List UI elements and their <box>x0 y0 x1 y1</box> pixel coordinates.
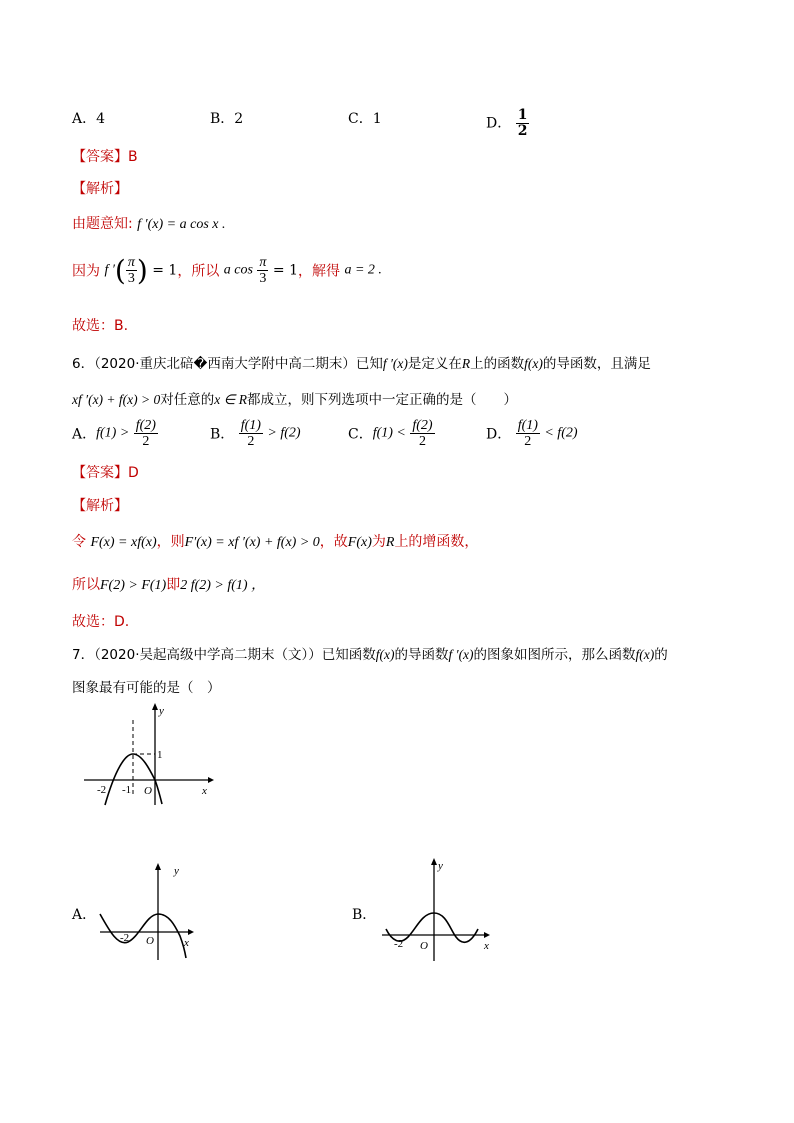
q6-sol2-m1: F(2) > F(1) <box>100 578 167 593</box>
q6-header-fx: f(x) <box>524 356 543 371</box>
q6-header-text: 6．（2020·重庆北碚�西南大学附中高二期末）已知 <box>72 356 383 372</box>
q6-sol1-is: 为 <box>371 534 386 550</box>
q7-graph-x-label: x <box>202 785 207 797</box>
q5-option-d-label: D． <box>486 115 512 132</box>
q6-opt-a-den: 2 <box>142 434 150 449</box>
q5-line2-fraction2 <box>257 255 268 286</box>
q5-line2-three: 3 <box>127 271 135 286</box>
q7-header-end: 的 <box>654 647 668 663</box>
q6-analysis-label: 【解析】 <box>72 498 128 514</box>
q7-header-mid: 的导函数 <box>394 647 449 663</box>
q6-opt-d-num: f(1) <box>517 418 538 433</box>
q7-graph-x-arrow <box>208 777 214 783</box>
q5-line2-rparen: ) <box>136 254 148 287</box>
q5-line2-acos: a cos <box>223 262 253 278</box>
q7-a-y-label: y <box>174 865 179 877</box>
q7-b-x-label: x <box>484 940 489 952</box>
q5-line1-math: f ′(x) = a cos x . <box>137 217 226 232</box>
q5-line2-so: ，所以 <box>177 263 220 280</box>
q6-sol1-end: 上的增函数， <box>394 534 479 550</box>
q6-sol2-ji: 即 <box>166 577 181 593</box>
q7-b-x-arrow <box>484 932 490 938</box>
q7-option-a-label: A． <box>72 907 97 923</box>
q6-opt-a-label: A． <box>72 426 97 443</box>
q5-line2-pi2: π <box>259 255 267 270</box>
q5-option-c: C．1 <box>348 111 382 127</box>
q6-opt-b-label: B． <box>210 426 235 443</box>
q5-analysis-label: 【解析】 <box>72 181 128 197</box>
q6-line2-text: 对任意的 <box>160 392 215 408</box>
q6-opt-d-rhs: < f(2) <box>544 425 578 441</box>
q6-sol1-m2: F′(x) = xf ′(x) + f(x) > 0 <box>184 535 320 550</box>
q7-b-y-arrow <box>431 858 437 865</box>
q5-option-d <box>486 108 529 139</box>
q6-answer-label: 【答案】 <box>72 465 128 481</box>
q6-opt-d-label: D． <box>486 426 512 443</box>
q7-option-b-label: B． <box>352 907 377 923</box>
q6-option-c <box>348 418 435 449</box>
q5-line2-eq2: = 1 <box>272 262 298 279</box>
q7-header-fx2: f(x) <box>635 647 655 662</box>
q7-a-m2-label: -2 <box>120 932 130 944</box>
q7-option-b-graph <box>378 855 498 965</box>
q7-graph-o-label: O <box>144 785 152 797</box>
q5-line2-prefix: 因为 <box>72 263 100 280</box>
q6-option-a <box>72 418 158 449</box>
q6-sol1-R: R <box>385 535 395 550</box>
q7-b-y-label: y <box>438 860 443 872</box>
q7-graph-m1-label: -1 <box>122 784 132 796</box>
q6-answer <box>72 462 139 482</box>
q5-line2-lparen: ( <box>114 254 126 287</box>
q5-option-d-den: 2 <box>517 123 528 139</box>
q6-opt-c-den: 2 <box>418 434 426 449</box>
q7-option-a-graph <box>96 860 206 965</box>
q6-header-R: R <box>461 356 471 371</box>
q7-graph-m2-label: -2 <box>97 784 107 796</box>
q5-answer-value: B <box>128 149 138 165</box>
q6-header-mid: 是定义在 <box>407 356 462 372</box>
q7-header-mid2: 的图象如图所示，那么函数 <box>473 647 636 663</box>
q6-sol2-prefix: 所以 <box>72 577 100 593</box>
q5-line2-f: f ′ <box>104 262 115 278</box>
q6-sol1-m3: F(x) <box>347 535 372 550</box>
q6-opt-a-lhs: f(1) > <box>96 425 130 441</box>
q7-a-o-label: O <box>146 935 154 947</box>
q6-answer-value: D <box>128 465 139 481</box>
q5-answer-label: 【答案】 <box>72 149 128 165</box>
q5-line1-prefix: 由题意知: <box>72 216 133 232</box>
q6-line2-text2: 都成立，则下列选项中一定正确的是（ ） <box>247 392 518 408</box>
q6-sol1-m1: F(x) = xf(x) <box>90 535 157 550</box>
q7-header-fx: f(x) <box>375 647 395 662</box>
q7-graph-y-label: y <box>159 705 164 717</box>
q5-answer <box>72 146 138 166</box>
q6-header-fpx: f ′(x) <box>382 356 408 371</box>
q5-analysis-line2 <box>72 254 382 287</box>
q6-opt-d-frac <box>516 418 540 449</box>
q7-a-x-label: x <box>184 937 189 949</box>
q7-line2: 图象最有可能的是（ ） <box>72 680 221 696</box>
q7-a-x-arrow <box>188 929 194 935</box>
q7-derivative-graph <box>80 700 220 810</box>
q5-line2-solve: ，解得 <box>297 263 340 280</box>
q6-opt-b-rhs: > f(2) <box>267 425 301 441</box>
q7-b-o-label: O <box>420 940 428 952</box>
q5-option-b: B．2 <box>210 111 244 127</box>
q6-opt-d-den: 2 <box>524 434 532 449</box>
q6-sol2-m2: 2 f(2) > f(1) ， <box>180 578 266 593</box>
q6-solution-line2 <box>72 574 265 594</box>
q5-line2-pi: π <box>127 255 135 270</box>
q5-option-d-fraction <box>516 108 530 139</box>
q6-opt-c-frac <box>410 418 434 449</box>
q6-opt-b-den: 2 <box>247 434 255 449</box>
q6-option-b <box>210 418 301 449</box>
q6-sol1-ling: 令 <box>72 534 86 550</box>
q5-conclusion: 故选：B. <box>72 318 129 334</box>
q6-opt-a-num: f(2) <box>135 418 156 433</box>
q7-b-m2-label: -2 <box>394 938 404 950</box>
q7-header-fpx: f ′(x) <box>448 647 474 662</box>
q6-header-end: 的导函数，且满足 <box>542 356 651 372</box>
q6-line2-math2: x ∈ R <box>214 392 248 407</box>
q7-a-curve <box>100 914 186 958</box>
q6-opt-c-num: f(2) <box>412 418 433 433</box>
q5-option-d-num: 1 <box>517 107 528 123</box>
q5-line2-eq: = 1 <box>152 262 178 279</box>
q6-opt-b-frac <box>239 418 263 449</box>
q7-graph-y-arrow <box>152 703 158 710</box>
q7-header-text: 7．（2020·吴起高级中学高二期末（文））已知函数 <box>72 647 376 663</box>
q6-conclusion: 故选：D. <box>72 614 130 630</box>
q5-line2-result: a = 2 . <box>344 262 382 278</box>
q6-opt-b-num: f(1) <box>240 418 261 433</box>
q6-solution-line1 <box>72 531 478 551</box>
q5-analysis-line1 <box>72 213 226 233</box>
q7-header <box>72 643 668 663</box>
q6-sol1-so: ，故 <box>319 534 348 550</box>
q6-opt-c-lhs: f(1) < <box>372 425 406 441</box>
q5-option-a: A．4 <box>72 111 106 127</box>
q7-a-y-arrow <box>155 863 161 870</box>
q6-line2 <box>72 388 517 408</box>
q6-header <box>72 352 651 372</box>
q5-line2-fraction <box>126 255 137 286</box>
q6-sol1-then: ，则 <box>156 534 185 550</box>
q6-option-d <box>486 418 578 449</box>
q7-graph-one-label: 1 <box>157 749 163 761</box>
q6-header-mid2: 上的函数 <box>470 356 525 372</box>
q6-opt-a-frac <box>134 418 158 449</box>
q5-line2-three2: 3 <box>259 271 267 286</box>
q6-line2-math: xf ′(x) + f(x) > 0 <box>72 392 161 407</box>
q6-opt-c-label: C． <box>348 426 373 443</box>
